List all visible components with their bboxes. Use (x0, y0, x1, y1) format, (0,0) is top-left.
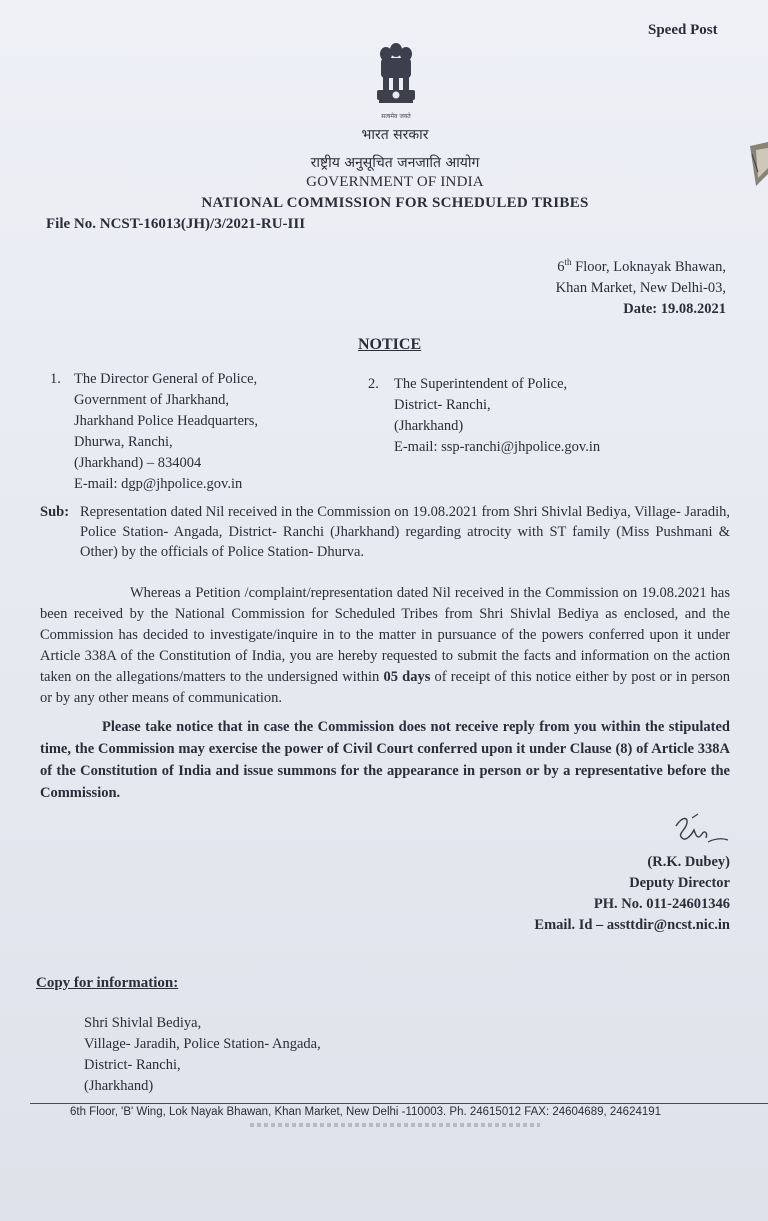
hindi-government-of-india: भारत सरकार (361, 127, 429, 143)
hindi-commission-name: राष्ट्रीय अनुसूचित जनजाति आयोग (310, 155, 480, 171)
signatory-name: (R.K. Dubey) (647, 854, 730, 870)
recipient-line: Dhurwa, Ranchi, (74, 434, 173, 450)
address-line-1: 6th Floor, Loknayak Bhawan, (557, 257, 726, 275)
national-emblem-icon (371, 40, 421, 122)
recipient-2 (368, 374, 600, 458)
notice-date: Date: 19.08.2021 (623, 300, 726, 317)
pen-icon (740, 142, 768, 188)
recipient-email: E-mail: ssp-ranchi@jhpolice.gov.in (394, 439, 601, 455)
body-paragraph-1: Whereas a Petition /complaint/representation dated Nil received in the Commission on 19.08.2021 has been received by the National Commission for Scheduled Tribes from Shri Shivlal Bediya as enclosed, and the Commission has decided to investigate/inquire in to the matter in pursuance of the powers conferred upon it under Article 338A of the Constitution of India, you are hereby requested to submit the facts and information on the action taken on the allegations/matters to the undersigned within 05 days of receipt of this notice either by post or in person or by any other means of communication. (40, 585, 730, 706)
recipient-number: 2. (368, 376, 379, 392)
notice-title: NOTICE (358, 336, 422, 353)
speed-post-label: Speed Post (648, 22, 718, 38)
subject-block (40, 502, 730, 562)
recipient-line: (Jharkhand) – 834004 (74, 455, 202, 471)
copy-line: (Jharkhand) (84, 1078, 154, 1094)
recipient-line: Jharkhand Police Headquarters, (74, 413, 259, 429)
sender-address (460, 252, 726, 320)
recipient-1 (50, 369, 258, 495)
footer-divider (30, 1103, 768, 1104)
reply-deadline: 05 days (383, 669, 431, 685)
signature-icon (668, 812, 730, 850)
recipient-line: (Jharkhand) (394, 418, 464, 434)
copy-line: District- Ranchi, (84, 1057, 181, 1073)
body-paragraph-2: Please take notice that in case the Commission does not receive reply from you within the stipulated time, the Commission may exercise the power of Civil Court conferred upon it under Clause (8) of Article 338A of the Constitution of India and issue summons for the appearance in person or by a representative before the Commission. (40, 719, 730, 801)
footer-address: 6th Floor, 'B' Wing, Lok Nayak Bhawan, Khan Market, New Delhi -110003. Ph. 24615012 FAX: 24604689, 24624191 (70, 1106, 662, 1118)
recipient-email: E-mail: dgp@jhpolice.gov.in (74, 476, 243, 492)
recipient-line: District- Ranchi, (394, 397, 491, 413)
signatory-designation: Deputy Director (629, 875, 730, 891)
subject-label: Sub: (40, 504, 70, 520)
address-line-2: Khan Market, New Delhi-03, (555, 279, 726, 296)
recipient-line: The Superintendent of Police, (394, 376, 568, 392)
government-of-india-heading: GOVERNMENT OF INDIA (306, 174, 484, 190)
copy-recipient (84, 1013, 321, 1097)
recipient-line: Government of Jharkhand, (74, 392, 230, 408)
commission-heading: NATIONAL COMMISSION FOR SCHEDULED TRIBES (201, 195, 589, 211)
copy-line: Shri Shivlal Bediya, (84, 1015, 202, 1031)
emblem-motto: सत्यमेव जयते (381, 113, 411, 120)
copy-line: Village- Jaradih, Police Station- Angada, (84, 1036, 321, 1052)
recipient-line: The Director General of Police, (74, 371, 258, 387)
copy-heading: Copy for information: (36, 975, 179, 991)
signatory-phone: PH. No. 011-24601346 (593, 896, 730, 912)
subject-text: Representation dated Nil received in the Commission on 19.08.2021 from Shri Shivlal Bediya, Village- Jaradih, Police Station- Angada, District- Ranchi (Jharkhand) regarding atrocity with ST family (Miss Pushmani & Other) by the officials of Police Station- Dhurva. (80, 504, 730, 560)
file-number: File No. NCST-16013(JH)/3/2021-RU-III (46, 216, 306, 232)
signatory-block (480, 852, 730, 936)
footer-cutoff-text (250, 1123, 540, 1127)
signatory-email: Email. Id – assttdir@ncst.nic.in (534, 917, 730, 933)
recipient-number: 1. (50, 371, 61, 387)
